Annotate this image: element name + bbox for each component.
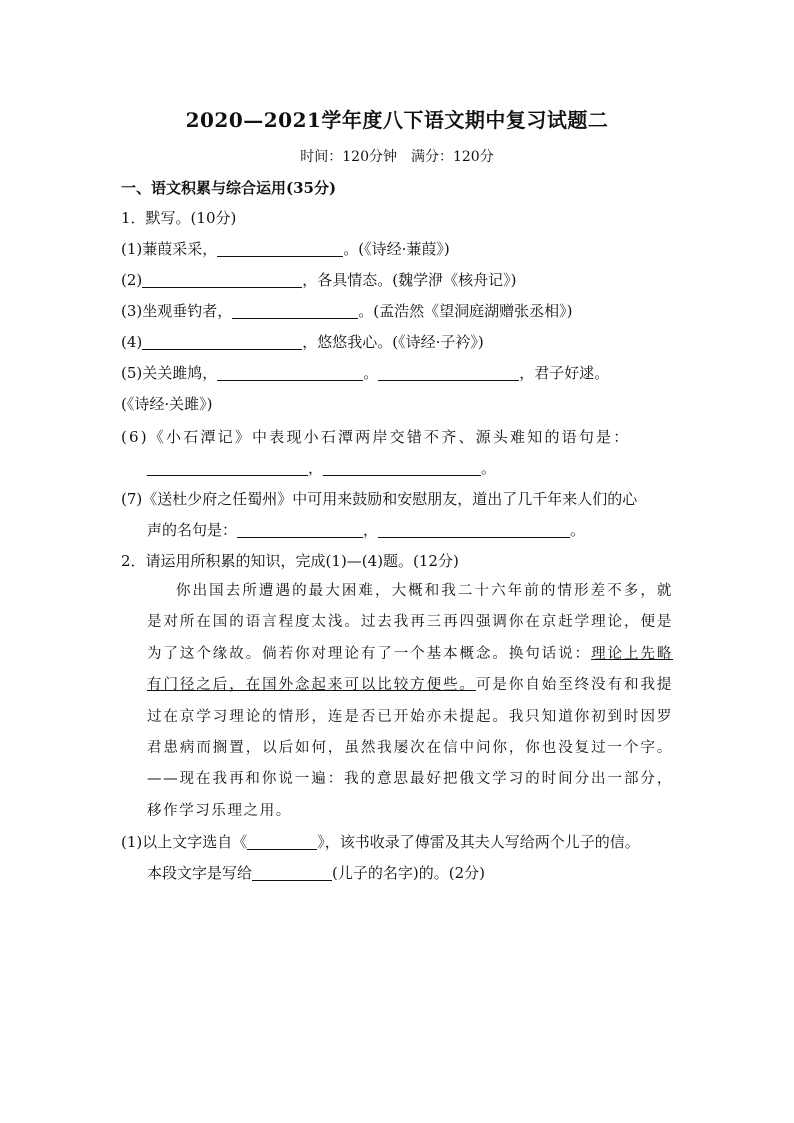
q1-item-3-pre: (3)坐观垂钓者， <box>121 302 233 320</box>
q1-item-2-post: ，各具情态。(魏学洢《核舟记》) <box>302 271 517 289</box>
q2-sub-1-line-2 <box>147 862 485 883</box>
exam-time-score: 时间：120分钟 满分：120分 <box>300 149 494 165</box>
q1-item-6-end: 。 <box>481 459 497 477</box>
q1-item-1-pre: (1)蒹葭采采， <box>121 240 218 258</box>
answer-blank[interactable] <box>217 365 363 381</box>
q1-item-4-pre: (4) <box>121 333 143 351</box>
answer-blank[interactable] <box>252 865 332 881</box>
q1-item-5-source: (《诗经·关雎》) <box>121 395 213 413</box>
q1-item-7-comma: ， <box>363 521 379 539</box>
answer-blank[interactable] <box>237 522 363 538</box>
q1-item-7-pre: 声的名句是： <box>147 521 238 539</box>
answer-blank[interactable] <box>217 241 343 257</box>
q1-item-5-pre: (5)关关雎鸠， <box>121 364 218 382</box>
answer-blank[interactable] <box>147 460 308 476</box>
q2-sub-1-pre: (1)以上文字选自《 <box>121 833 248 851</box>
q1-item-3-post: 。(孟浩然《望洞庭湖赠张丞相》) <box>358 302 573 320</box>
q1-item-6-blanks <box>147 457 496 478</box>
q1-item-1 <box>121 238 450 259</box>
reading-passage <box>147 576 673 827</box>
section-heading: 一、语文积累与综合运用(35分) <box>121 179 337 197</box>
passage-underlined-sentence: 理论上先略有门径之后，在国外念起来可以比较方便些。 <box>147 645 674 694</box>
question-1-stem: 1．默写。(10分) <box>121 209 237 227</box>
question-2-stem: 2．请运用所积累的知识，完成(1)—(4)题。(12分) <box>121 552 459 570</box>
q1-item-2 <box>121 269 516 290</box>
q1-item-5-post: ，君子好逑。 <box>519 364 610 382</box>
q1-item-6: (6)《小石潭记》中表现小石潭两岸交错不齐、源头难知的语句是： <box>121 428 631 446</box>
q2-sub-1-line-1 <box>121 831 640 852</box>
q1-item-4-post: ，悠悠我心。(《诗经·子衿》) <box>302 333 484 351</box>
q1-item-7-blanks <box>147 519 585 540</box>
answer-blank[interactable] <box>247 834 317 850</box>
q1-item-1-post: 。(《诗经·蒹葭》) <box>343 240 450 258</box>
q1-item-6-comma: ， <box>308 459 324 477</box>
answer-blank[interactable] <box>142 334 302 350</box>
q1-item-5-mid: 。 <box>363 364 379 382</box>
page-title: 2020—2021学年度八下语文期中复习试题二 <box>185 108 609 132</box>
q1-item-4 <box>121 331 484 352</box>
answer-blank[interactable] <box>378 522 570 538</box>
answer-blank[interactable] <box>323 460 481 476</box>
passage-text: 可是你自始至终没有和我提过在京学习理论的情形，连是否已开始亦未提起。我只知道你初到时因罗君患病而搁置，以后如何，虽然我屡次在信中问你，你也没复过一个字。——现在我再和你说一遍：我的意思最好把俄文学习的时间分出一部分，移作学习乐理之用。 <box>147 677 673 819</box>
q1-item-7-end: 。 <box>570 521 586 539</box>
q2-sub-1-line2-post: (儿子的名字)的。(2分) <box>332 864 485 882</box>
q2-sub-1-line2-pre: 本段文字是写给 <box>147 864 253 882</box>
q2-sub-1-post: 》，该书收录了傅雷及其夫人写给两个儿子的信。 <box>317 833 640 851</box>
q1-item-3 <box>121 300 572 321</box>
q1-item-7: (7)《送杜少府之任蜀州》中可用来鼓励和安慰朋友，道出了几千年来人们的心 <box>121 490 638 508</box>
answer-blank[interactable] <box>142 272 302 288</box>
passage-text: 你出国去所遭遇的最大困难，大概和我二十六年前的情形差不多，就是对所在国的语言程度太浅。过去我再三再四强调你在京赶学理论，便是为了这个缘故。倘若你对理论有了一个基本概念。换句话说： <box>147 583 673 662</box>
answer-blank[interactable] <box>232 303 358 319</box>
answer-blank[interactable] <box>378 365 519 381</box>
q1-item-2-pre: (2) <box>121 271 143 289</box>
q1-item-5 <box>121 362 609 383</box>
